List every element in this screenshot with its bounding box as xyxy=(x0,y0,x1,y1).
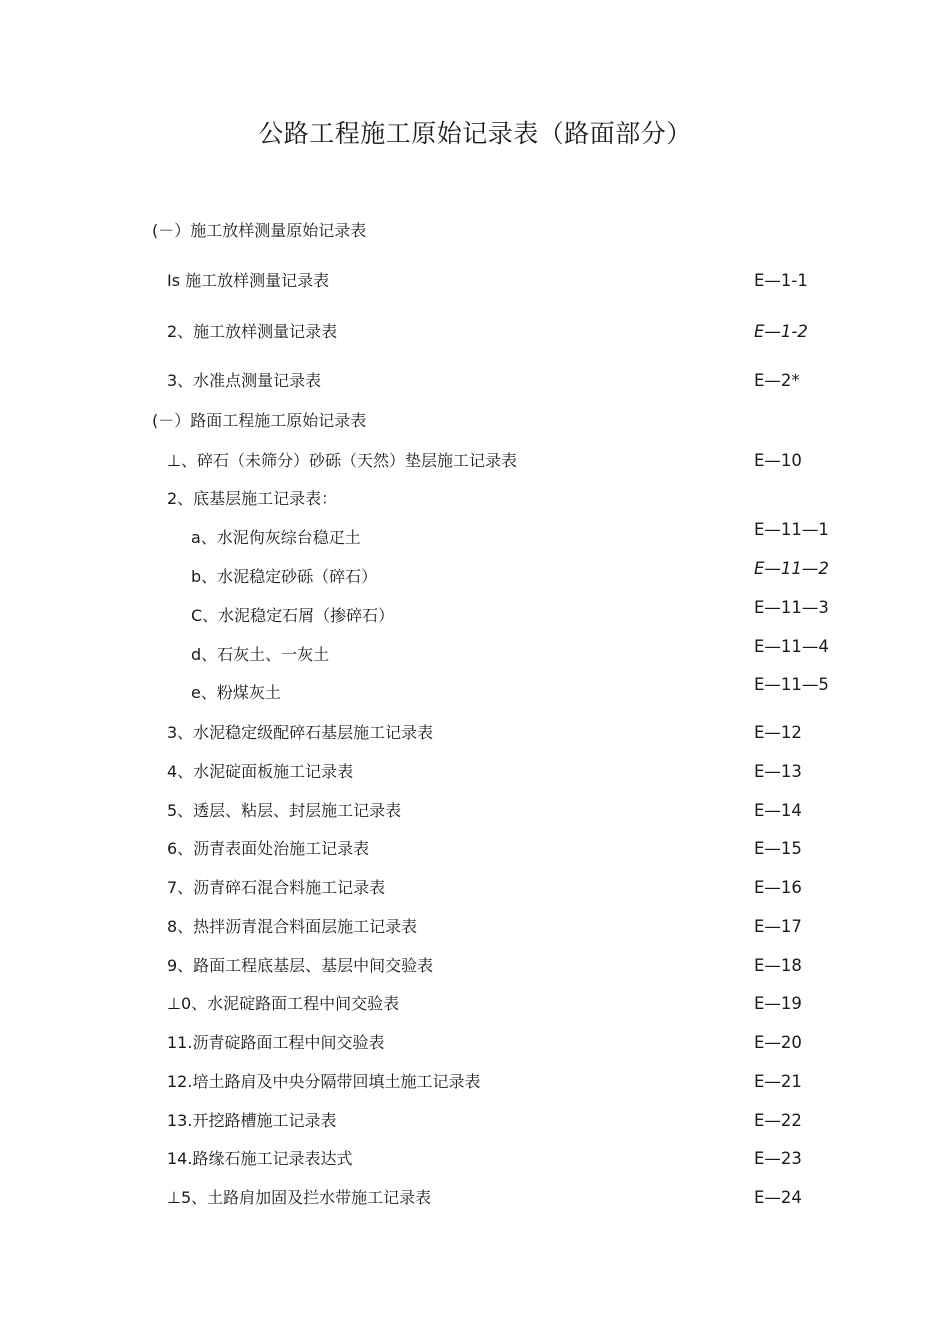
entry-code: E—1-1 xyxy=(754,271,808,290)
entry-label: 9、路面工程底基层、基层中间交验表 xyxy=(167,956,434,975)
entry-label: (－）施工放样测量原始记录表 xyxy=(152,221,367,240)
entry-label: d、石灰土、一灰土 xyxy=(191,645,330,664)
entry-label: 12.培土路肩及中央分隔带回填土施工记录表 xyxy=(167,1072,481,1091)
entry-label: 5、透层、粘层、封层施工记录表 xyxy=(167,801,402,820)
section-heading-pavement xyxy=(0,411,950,451)
entry-code: E—17 xyxy=(754,917,802,936)
entry-code: E—14 xyxy=(754,801,802,820)
entry-code: E—12 xyxy=(754,723,802,742)
entry-label: 4、水泥碇面板施工记录表 xyxy=(167,762,354,781)
entry-label: 3、水泥稳定级配碎石基层施工记录表 xyxy=(167,723,434,742)
entry-label: 11.沥青碇路面工程中间交验表 xyxy=(167,1033,385,1052)
entry-code: E—2* xyxy=(754,371,800,390)
entry-code: E—18 xyxy=(754,956,802,975)
list-item xyxy=(0,801,950,841)
entry-code: E—20 xyxy=(754,1033,802,1052)
entry-label: (－）路面工程施工原始记录表 xyxy=(152,411,367,430)
entry-label: ⊥5、土路肩加固及拦水带施工记录表 xyxy=(167,1188,432,1207)
list-item xyxy=(0,1111,950,1151)
entry-code: E—1-2 xyxy=(754,322,808,341)
entry-label: 2、底基层施工记录表： xyxy=(167,489,338,508)
entry-code: E—21 xyxy=(754,1072,802,1091)
entry-label: Is 施工放样测量记录表 xyxy=(167,271,330,290)
entry-code: E—11—4 xyxy=(754,637,829,656)
list-item xyxy=(0,762,950,802)
page-title: 公路工程施工原始记录表（路面部分） xyxy=(258,119,692,148)
list-item xyxy=(0,1072,950,1112)
entry-label: ⊥、碎石（未筛分）砂砾（天然）垫层施工记录表 xyxy=(167,451,517,470)
entry-code: E—11—1 xyxy=(754,520,829,539)
entry-code: E—15 xyxy=(754,839,802,858)
list-item xyxy=(0,878,950,918)
list-item xyxy=(0,451,950,491)
entry-label: 14.路缘石施工记录表达式 xyxy=(167,1149,353,1168)
entry-code: E—16 xyxy=(754,878,802,897)
list-item xyxy=(0,322,950,362)
entry-code: E—22 xyxy=(754,1111,802,1130)
entry-label: 8、热拌沥青混合料面层施工记录表 xyxy=(167,917,418,936)
entry-label: a、水泥佝灰综台稳疋土 xyxy=(191,528,361,547)
entry-label: e、粉煤灰土 xyxy=(191,683,281,702)
list-item xyxy=(0,675,950,723)
entry-label: 7、沥青碎石混合料施工记录表 xyxy=(167,878,386,897)
entry-code: E—19 xyxy=(754,994,802,1013)
entry-label: 6、沥青表面处治施工记录表 xyxy=(167,839,370,858)
list-item xyxy=(0,1188,950,1228)
entry-code: E—10 xyxy=(754,451,802,470)
list-item xyxy=(0,994,950,1034)
entry-code: E—11—2 xyxy=(754,559,829,578)
list-item xyxy=(0,956,950,996)
list-item xyxy=(0,723,950,763)
list-item xyxy=(0,839,950,879)
entry-code: E—11—5 xyxy=(754,675,829,694)
list-item xyxy=(0,1033,950,1073)
entry-label: ⊥0、水泥碇路面工程中间交验表 xyxy=(167,994,400,1013)
entry-label: 3、水准点测量记录表 xyxy=(167,371,322,390)
entry-code: E—11—3 xyxy=(754,598,829,617)
list-item xyxy=(0,271,950,311)
list-item xyxy=(0,1149,950,1189)
entry-code: E—13 xyxy=(754,762,802,781)
entry-label: 13.开挖路槽施工记录表 xyxy=(167,1111,337,1130)
section-heading-survey xyxy=(0,221,950,261)
entry-label: 2、施工放样测量记录表 xyxy=(167,322,338,341)
list-item xyxy=(0,371,950,411)
list-item xyxy=(0,917,950,957)
entry-code: E—24 xyxy=(754,1188,802,1207)
entry-label: b、水泥稳定砂砾（碎石） xyxy=(191,567,378,586)
entry-label: C、水泥稳定石屑（掺碎石） xyxy=(191,606,395,625)
entry-code: E—23 xyxy=(754,1149,802,1168)
